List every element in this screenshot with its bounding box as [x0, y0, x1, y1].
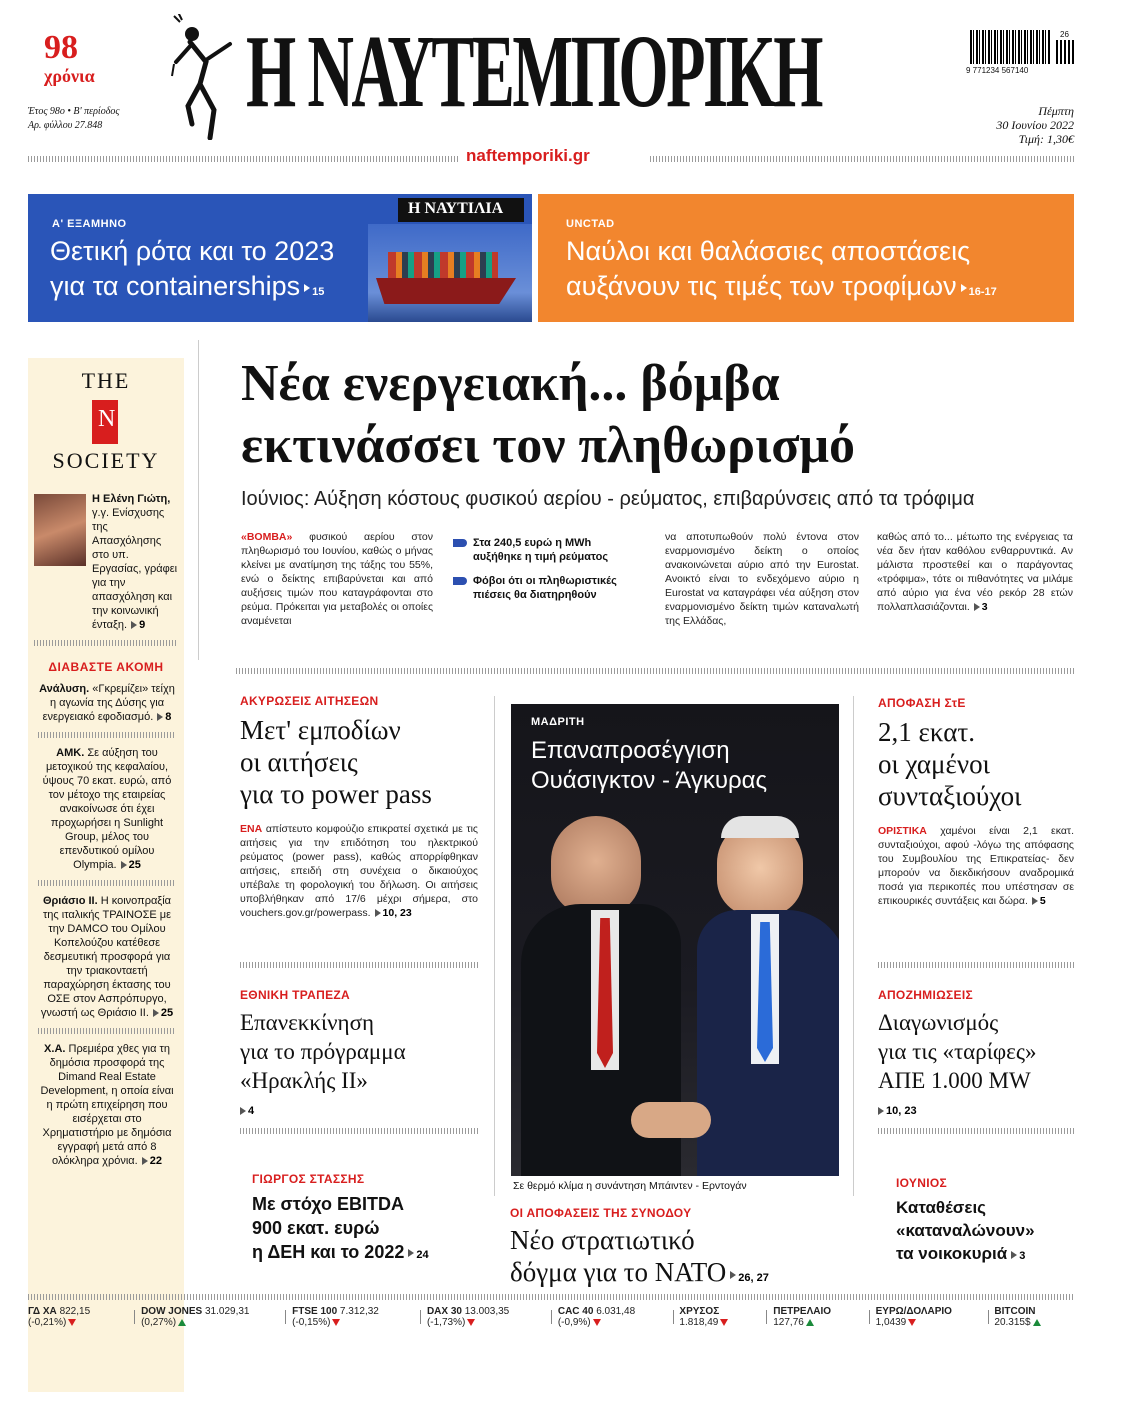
page-arrow-icon [408, 1249, 414, 1257]
page-arrow-icon [142, 1157, 148, 1165]
ticker-item: ΕΥΡΩ/ΔΟΛΑΡΙΟ 1,0439 [875, 1306, 952, 1328]
banner-unctad-line-2-wrap [566, 271, 997, 302]
dei-headline-3: η ΔΕΗ και το 2022 [252, 1242, 405, 1262]
sidebar-rule-1 [34, 640, 178, 646]
section-logo-text: Η ΝΑΥΤΙΛΙΑ [408, 200, 504, 217]
barcode-issue: 26 [1060, 30, 1069, 39]
deposits-headline-3-wrap [896, 1242, 1074, 1268]
up-arrow-icon [806, 1319, 814, 1326]
lead-headline-2: εκτινάσσει τον πληθωρισμό [241, 417, 855, 474]
page-arrow-icon [153, 1009, 159, 1017]
page-arrow-icon [131, 621, 137, 629]
power-pass-text: απίστευτο κομφούζιο επικρατεί σχετικά με τις αιτήσεις για την επιδότηση του ηλεκτρικού ρεύματος (power pass), καθώς απορρίφθηκαν αιτήσεις, επειδή στη συνέχεια ο δικαιούχος υπέβαλε τη φορολογική του δήλωση. Οι αιτήσεις υποβλήθηκαν από 17/6 μέχρι σήμερα, στο vouchers.gov.gr/powerpass. [240, 823, 478, 919]
lead-bullets [453, 536, 637, 602]
banner-unctad-line-2: αυξάνουν τις τιμές των τροφίμων [566, 271, 957, 301]
lead-page: 3 [981, 601, 988, 613]
masthead-rule-left [28, 156, 458, 162]
page-arrow-icon [1032, 897, 1038, 905]
nato-kicker: ΟΙ ΑΠΟΦΑΣΕΙΣ ΤΗΣ ΣΥΝΟΔΟΥ [510, 1206, 692, 1220]
lead-bullet-2: Φόβοι ότι οι πληθωριστικές πιέσεις θα διατηρηθούν [473, 575, 617, 601]
pensioners-text: χαμένοι είναι 2,1 εκατ. συνταξιούχοι, αφού -λόγω της απόφασης του Συμβουλίου της Επικρατείας- δεν μπορούν να διεκδικήσουν αναδρομικά ποσά για περικοπές που υπέστησαν σε επικουρικές συντάξεις και δώρα. [878, 825, 1074, 907]
pensioners-page: 5 [1039, 895, 1046, 907]
down-arrow-icon [593, 1319, 601, 1326]
pensioners-lead: ΟΡΙΣΤΙΚΑ [878, 825, 927, 837]
read-more-title: ΔΙΑΒΑΣΤΕ ΑΚΟΜΗ [48, 660, 164, 674]
madrid-headline-2: Ουάσιγκτον - Άγκυρας [531, 767, 768, 794]
power-pass-page: 10, 23 [382, 907, 412, 919]
bullet-arrow-icon [453, 539, 467, 547]
ticker-item: CAC 40 6.031,48 (-0,9%) [557, 1306, 636, 1328]
pensioners-body [878, 824, 1074, 908]
pensioners-headline-2: οι χαμένοι [878, 749, 990, 779]
barcode-side [1056, 40, 1074, 64]
down-arrow-icon [467, 1319, 475, 1326]
deposits-page: 3 [1019, 1250, 1026, 1262]
power-pass-headline-1: Μετ' εμποδίων [240, 715, 401, 745]
madrid-caption: Σε θερμό κλίμα η συνάντηση Μπάιντεν - Ερντογάν [513, 1180, 747, 1192]
tariffs-headline-3: ΑΠΕ 1.000 MW [878, 1068, 1031, 1093]
tariffs-page-wrap [878, 1105, 1074, 1117]
read-more-item[interactable]: Ανάλυση. «Γκρεμίζει» τείχη η αγωνία της Δύσης για ενεργειακό εφοδιασμό. 8 [39, 683, 175, 723]
deposits-headline-1: Καταθέσεις [896, 1198, 987, 1217]
banner-shipping[interactable] [28, 194, 532, 322]
ticker-item: FTSE 100 7.312,32 (-0,15%) [292, 1306, 379, 1328]
lead-col-1 [241, 530, 433, 628]
story-madrid[interactable] [494, 696, 854, 1196]
banner-unctad-page: 16-17 [968, 286, 997, 298]
heracles-page: 4 [248, 1105, 255, 1117]
society-text-block [34, 492, 178, 632]
heracles-page-wrap [240, 1105, 478, 1117]
society-the: THE [81, 368, 131, 393]
ticker-item: DAX 30 13.003,35 (-1,73%) [426, 1306, 510, 1328]
sidebar-rule [38, 1028, 176, 1034]
banner-shipping-page: 15 [312, 286, 325, 298]
lead-bullet-1: Στα 240,5 ευρώ η MWh αυξήθηκε η τιμή ρεύματος [473, 537, 609, 563]
down-arrow-icon [720, 1319, 728, 1326]
hair-right [721, 816, 799, 838]
lead-col-1-text: φυσικού αερίου στον πληθωρισμό του Ιουνίου, καθώς ο μήνας κλείνει με ανατίμηση της τάξης του 55%, ενώ ο δείκτης επιβαρύνεται και από αυξήσεις τιμών που καταγράφονται στο ρεύμα. Πρόκειται για μεταβολές οι οποίες αναμένεται [241, 531, 433, 627]
banner-unctad-kicker: UNCTAD [566, 218, 615, 230]
banner-shipping-line-2-wrap [50, 271, 324, 302]
story-nato[interactable] [510, 1206, 850, 1296]
section-logo-shipping [398, 198, 524, 222]
section-rule [236, 668, 1074, 674]
market-ticker [28, 1306, 1074, 1328]
page-arrow-icon [961, 284, 967, 292]
lead-col-4 [877, 530, 1073, 614]
nato-headline-2-wrap [510, 1256, 850, 1294]
banner-shipping-line-1: Θετική ρότα και το 2023 [50, 236, 335, 266]
dei-page: 24 [416, 1249, 429, 1261]
lead-headline-1: Νέα ενεργειακή... βόμβα [241, 355, 780, 412]
hermes-logo-icon [170, 14, 238, 140]
ship-hull [376, 278, 516, 304]
page-arrow-icon [121, 861, 127, 869]
power-pass-kicker: ΑΚΥΡΩΣΕΙΣ ΑΙΤΗΣΕΩΝ [240, 694, 379, 708]
read-more-item[interactable]: Χ.Α. Πρεμιέρα χθες για τη δημόσια προσφορά της Dimand Real Estate Development, η οποία είναι η πρώτη επιχείρηση που εισέρχεται στο Χρηματιστήριο με δημόσια εγγραφή μετά από 8 ολόκληρα χρόνια. 22 [40, 1043, 174, 1167]
read-more-item[interactable]: Θριάσιο ΙΙ. Η κοινοπραξία της ιταλικής ΤΡΑΙΝΟΣΕ με την DAMCO του Ομίλου Κοπελούζου κατέθεσε δεσμευτική προσφορά για την τριακονταετή παραχώρηση έκτασης του ΟΣΕ στον Ασπρόπυργο, γνωστή ως Θριάσιο ΙΙ. 25 [40, 895, 174, 1019]
lead-col-1-lead: «ΒΟΜΒΑ» [241, 531, 293, 543]
ticker-item: BITCOIN 20.315$ [994, 1306, 1074, 1328]
newspaper-title: Η ΝΑΥΤΕΜΠΟΡΙΚΗ [246, 14, 821, 129]
lead-col-3: να αποτυπωθούν πολύ έντονα στον εναρμονισμένο δείκτη ο οποίος ανακοινώνεται αύριο από την Eurostat. Ανοικτό είναι το ενδεχόμενο αύριο η Eurostat να καταγράφει νέα αύξηση στον εναρμονισμένο δείκτη τιμών καταναλωτή της Ελλάδας, [665, 531, 859, 627]
story-pensioners[interactable] [878, 696, 1074, 946]
read-more-item[interactable]: ΑΜΚ. Σε αύξηση του μετοχικού της κεφαλαίου, ύψους 70 εκατ. ευρώ, από τον μέτοχο της εταιρείας ανακοίνωσε ότι έχει προχωρήσει η Sunlight Group, μέλος του επενδυτικού ομίλου Olympia. 25 [42, 747, 172, 871]
issue-line-2: Αρ. φύλλου 27.848 [28, 120, 103, 131]
nato-headline-2: δόγμα για το ΝΑΤΟ [510, 1257, 727, 1287]
masthead [0, 0, 1144, 180]
page-arrow-icon [157, 713, 163, 721]
issue-price: Τιμή: 1,30€ [1018, 132, 1074, 146]
lead-story[interactable] [198, 340, 1077, 660]
section-rule [878, 962, 1074, 968]
ticker-item: ΓΔ ΧΑ 822,15 (-0,21%) [28, 1306, 91, 1328]
society-word: SOCIETY [52, 448, 160, 473]
handshake [631, 1102, 711, 1138]
power-pass-lead: ΕΝΑ [240, 823, 263, 835]
section-rule [878, 1128, 1074, 1134]
ticker-rule [28, 1294, 1074, 1300]
figure-left [551, 816, 641, 916]
tariffs-headline-2: για τις «ταρίφες» [878, 1039, 1037, 1064]
heracles-headline-3: «Ηρακλής ΙΙ» [240, 1068, 368, 1093]
deposits-kicker: ΙΟΥΝΙΟΣ [896, 1176, 947, 1190]
down-arrow-icon [332, 1319, 340, 1326]
up-arrow-icon [178, 1319, 186, 1326]
page-arrow-icon [730, 1271, 736, 1279]
madrid-kicker: ΜΑΔΡΙΤΗ [531, 716, 585, 728]
page-arrow-icon [375, 909, 381, 917]
power-pass-body [240, 822, 478, 920]
dei-headline-3-wrap [252, 1240, 482, 1267]
ticker-item: ΧΡΥΣΟΣ 1.818,49 [679, 1306, 760, 1328]
sidebar-rule [38, 880, 176, 886]
story-heracles[interactable] [240, 988, 478, 1118]
pensioners-headline-1: 2,1 εκατ. [878, 717, 975, 747]
author-bio: γ.γ. Ενίσχυσης της Απασχόλησης στο υπ. Εργασίας, γράφει για την απασχόληση και την κοινωνική ένταξη. [92, 507, 178, 631]
issue-date: 30 Ιουνίου 2022 [996, 118, 1074, 132]
story-power-pass[interactable] [240, 694, 478, 944]
society-n: N [98, 406, 116, 432]
banner-unctad[interactable] [538, 194, 1074, 322]
down-arrow-icon [908, 1319, 916, 1326]
down-arrow-icon [68, 1319, 76, 1326]
issue-line-1: Έτος 98ο • Β' περίοδος [28, 106, 120, 117]
section-rule [240, 962, 478, 968]
barcode-number: 9 771234 567140 [966, 66, 1029, 75]
read-more-list [38, 682, 176, 1176]
power-pass-headline-2: οι αιτήσεις [240, 747, 358, 777]
heracles-kicker: ΕΘΝΙΚΗ ΤΡΑΠΕΖΑ [240, 988, 350, 1002]
section-rule [240, 1128, 478, 1134]
page-arrow-icon [878, 1107, 884, 1115]
tariffs-kicker: ΑΠΟΖΗΜΙΩΣΕΙΣ [878, 988, 973, 1002]
lead-subhead: Ιούνιος: Αύξηση κόστους φυσικού αερίου - ρεύματος, επιβαρύνσεις από τα τρόφιμα [241, 488, 975, 510]
dei-headline-1: Με στόχο EBITDA [252, 1194, 404, 1214]
website-link[interactable]: naftemporiki.gr [466, 146, 590, 165]
deposits-headline-3: τα νοικοκυριά [896, 1244, 1008, 1263]
page-arrow-icon [974, 603, 980, 611]
story-deposits[interactable] [896, 1176, 1074, 1276]
dei-kicker: ΓΙΩΡΓΟΣ ΣΤΑΣΣΗΣ [252, 1172, 365, 1186]
story-dei[interactable] [252, 1172, 482, 1272]
page-arrow-icon [304, 284, 310, 292]
banner-unctad-line-1: Ναύλοι και θαλάσσιες αποστάσεις [566, 236, 971, 266]
pensioners-kicker: ΑΠΟΦΑΣΗ ΣτΕ [878, 696, 966, 710]
container-stack [388, 252, 498, 278]
power-pass-headline-3: για το power pass [240, 779, 432, 809]
sidebar-rule [38, 732, 176, 738]
sidebar [28, 358, 184, 1392]
ticker-item: DOW JONES 31.029,31 (0,27%) [141, 1306, 250, 1328]
madrid-headline-1: Επαναπροσέγγιση [531, 737, 730, 764]
deposits-headline-2: «καταναλώνουν» [896, 1221, 1035, 1240]
heracles-headline-1: Επανεκκίνηση [240, 1010, 374, 1035]
ticker-item: ΠΕΤΡΕΛΑΙΟ 127,76 [773, 1306, 832, 1328]
ship-illustration [368, 224, 532, 322]
society-page: 9 [139, 619, 146, 631]
story-tariffs[interactable] [878, 988, 1074, 1118]
society-n-box [92, 400, 118, 444]
nato-headline-1: Νέο στρατιωτικό [510, 1225, 695, 1255]
banner-shipping-kicker: Α' ΕΞΑΜΗΝΟ [52, 218, 127, 230]
bullet-arrow-icon [453, 577, 467, 585]
barcode [970, 30, 1050, 64]
author-name: Η Ελένη Γιώτη, [92, 493, 171, 505]
dei-headline-2: 900 εκατ. ευρώ [252, 1218, 380, 1238]
tariffs-headline-1: Διαγωνισμός [878, 1010, 999, 1035]
nato-page: 26, 27 [738, 1272, 769, 1284]
issue-day: Πέμπτη [1038, 104, 1074, 118]
tariffs-page: 10, 23 [886, 1105, 917, 1117]
lead-col-4-text: καθώς από το... μέτωπο της ενέργειας τα νέα δεν ήταν καθόλου ενθαρρυντικά. Αν μάλιστα προστεθεί και ο παράγοντας «τρόφιμα», τότε οι πιθανότητες να μιλάμε από αύριο για ένα νέο ρεκόρ 28 ετών πολλαπλασιάζονται. [877, 531, 1073, 613]
masthead-rule-right [650, 156, 1074, 162]
up-arrow-icon [1033, 1319, 1041, 1326]
pensioners-headline-3: συνταξιούχοι [878, 781, 1022, 811]
years-number: 98 [44, 29, 78, 66]
page-arrow-icon [240, 1107, 246, 1115]
page-arrow-icon [1011, 1251, 1017, 1259]
heracles-headline-2: για το πρόγραμμα [240, 1039, 406, 1064]
madrid-photo [511, 704, 839, 1176]
banner-shipping-line-2: για τα containerships [50, 271, 301, 301]
years-word: χρόνια [44, 66, 95, 86]
